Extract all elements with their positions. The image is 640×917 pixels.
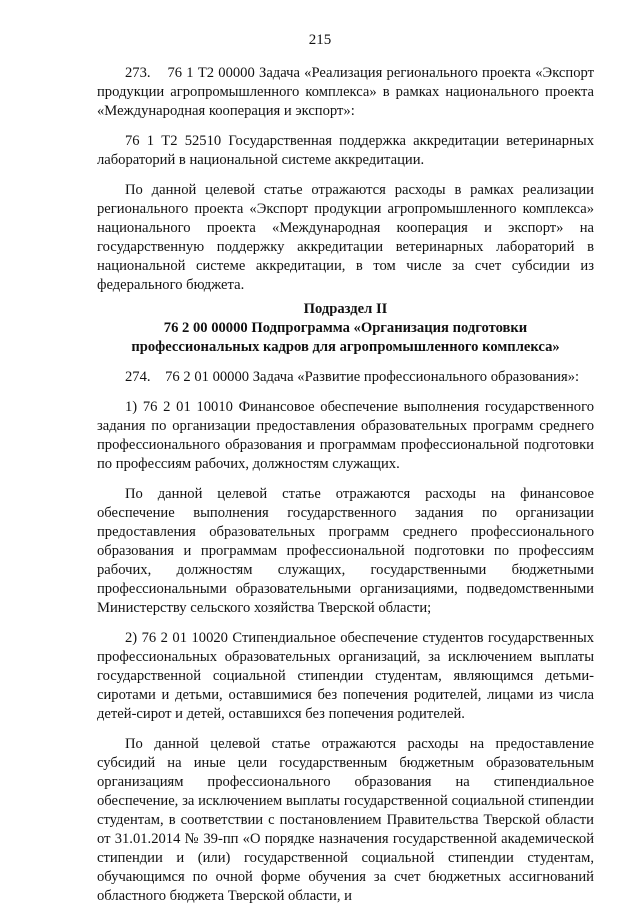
paragraph-t2-description: По данной целевой статье отражаются расходы в рамках реализации регионального проекта «Экспорт продукции агропромышленного комплекса» национального проекта «Международная кооперация и экспорт» на государственную поддержку аккредитации ветеринарных лабораторий в национальной системе аккредитации, в том числе за счет субсидии из федерального бюджета. — [97, 182, 594, 293]
paragraph-task-273: 273. 76 1 Т2 00000 Задача «Реализация регионального проекта «Экспорт продукции агропромышленного комплекса» в рамках национального проекта «Международная кооперация и экспорт»: — [97, 65, 594, 119]
subprogram-title-line-2: профессиональных кадров для агропромышленного комплекса» — [131, 339, 560, 355]
subsection-title: Подраздел II — [303, 301, 388, 317]
paragraph-10020-description: По данной целевой статье отражаются расходы на предоставление субсидий на иные цели государственным бюджетным образовательным организациям профессионального образования на стипендиальное обеспечение, за исключением выплаты государственной социальной стипендии студентам, в соответствии с постановлением Правительства Тверской области от 31.01.2014 № 39-пп «О порядке назначения государственной академической стипендии и (или) государственной социальной стипендии студентам, обучающимся по очной форме обучения за счет бюджетных ассигнований областного бюджета Тверской области, и — [97, 736, 594, 904]
paragraph-item-10020: 2) 76 2 01 10020 Стипендиальное обеспечение студентов государственных профессиональных образовательных организаций, за исключением выплаты государственной социальной стипендии студентам, являющимся детьми-сиротами и детьми, оставшимися без попечения родителей, лицами из числа детей-сирот и детей, оставшихся без попечения родителей. — [97, 630, 594, 722]
document-body — [97, 64, 594, 917]
subprogram-title-line-1: 76 2 00 00000 Подпрограмма «Организация подготовки — [163, 320, 528, 336]
paragraph-t2-52510: 76 1 Т2 52510 Государственная поддержка аккредитации ветеринарных лабораторий в национальной системе аккредитации. — [97, 133, 594, 168]
paragraph-item-10010: 1) 76 2 01 10010 Финансовое обеспечение выполнения государственного задания по организации предоставления образовательных программ среднего профессионального образования и программам профессиональной подготовки по профессиям рабочих, должностям служащих. — [97, 399, 594, 472]
page-number: 215 — [308, 32, 332, 48]
paragraph-10010-description: По данной целевой статье отражаются расходы на финансовое обеспечение выполнения государственного задания по организации предоставления образовательных программ среднего профессионального образования и программам профессиональной подготовки по профессиям рабочих, должностям служащих, государственными бюджетными профессиональными образовательными организациями, подведомственными Министерству сельского хозяйства Тверской области; — [97, 486, 594, 616]
paragraph-task-274: 274. 76 2 01 00000 Задача «Развитие профессионального образования»: — [125, 369, 580, 385]
